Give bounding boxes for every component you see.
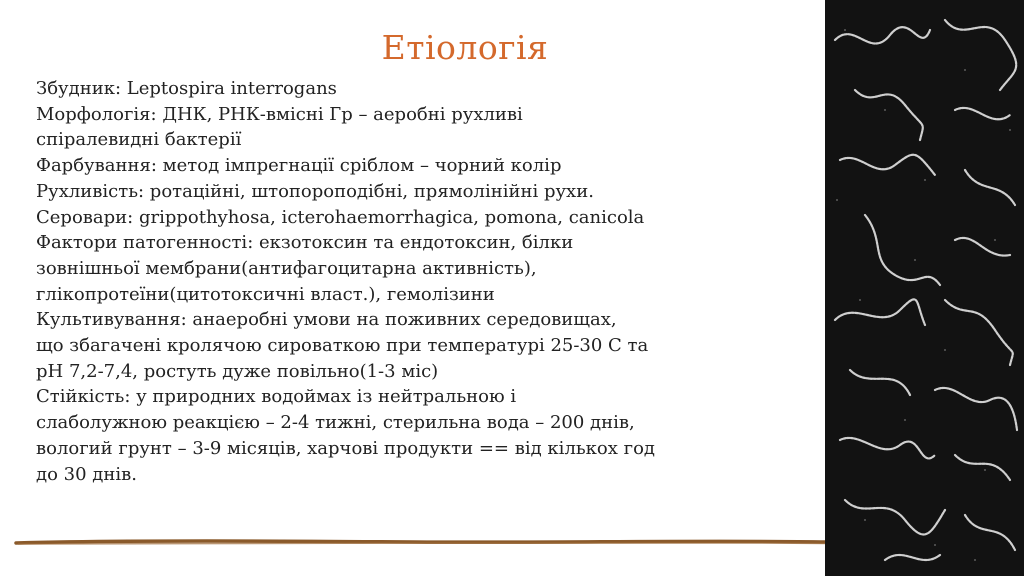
microscopy-image	[825, 0, 1024, 576]
body-line: Серовари: grippothyhosa, icterohaemorrhagica, pomona, canicola	[36, 206, 645, 228]
body-line: Збудник: Leptospira interrogans	[36, 78, 337, 99]
slide-body	[36, 76, 756, 487]
slide-title: Етіологія	[381, 28, 549, 67]
body-line: Стійкість: у природних водоймах із нейтральною і	[36, 386, 517, 408]
body-line: Культивування: анаеробні умови на поживних середовищах,	[36, 309, 617, 331]
microscopy-leptospira-image	[825, 0, 1024, 576]
body-line: слаболужною реакцією – 2-4 тижні, стерильна вода – 200 днів,	[36, 412, 635, 434]
brush-divider	[14, 534, 830, 550]
body-line: до 30 днів.	[36, 463, 137, 485]
body-line: спіралевидні бактерії	[36, 129, 242, 151]
body-line: рН 7,2-7,4, ростуть дуже повільно(1-3 міс)	[36, 360, 439, 382]
body-line: вологий грунт – 3-9 місяців, харчові продукти == від кількох год	[36, 437, 655, 459]
body-line: зовнішньої мембрани(антифагоцитарна активність),	[36, 257, 537, 279]
body-line: глікопротеїни(цитотоксичні власт.), гемолізини	[36, 283, 495, 305]
body-line: Морфологія: ДНК, РНК-вмісні Гр – аеробні рухливі	[36, 103, 523, 125]
body-line: що збагачені кролячою сироваткою при температурі 25-30 С та	[36, 335, 649, 357]
body-line: Фарбування: метод імпрегнації сріблом – чорний колір	[36, 155, 562, 177]
body-line: Фактори патогенності: екзотоксин та ендотоксин, білки	[36, 232, 574, 254]
body-line: Рухливість: ротаційні, штопороподібні, прямолінійні рухи.	[36, 180, 594, 202]
